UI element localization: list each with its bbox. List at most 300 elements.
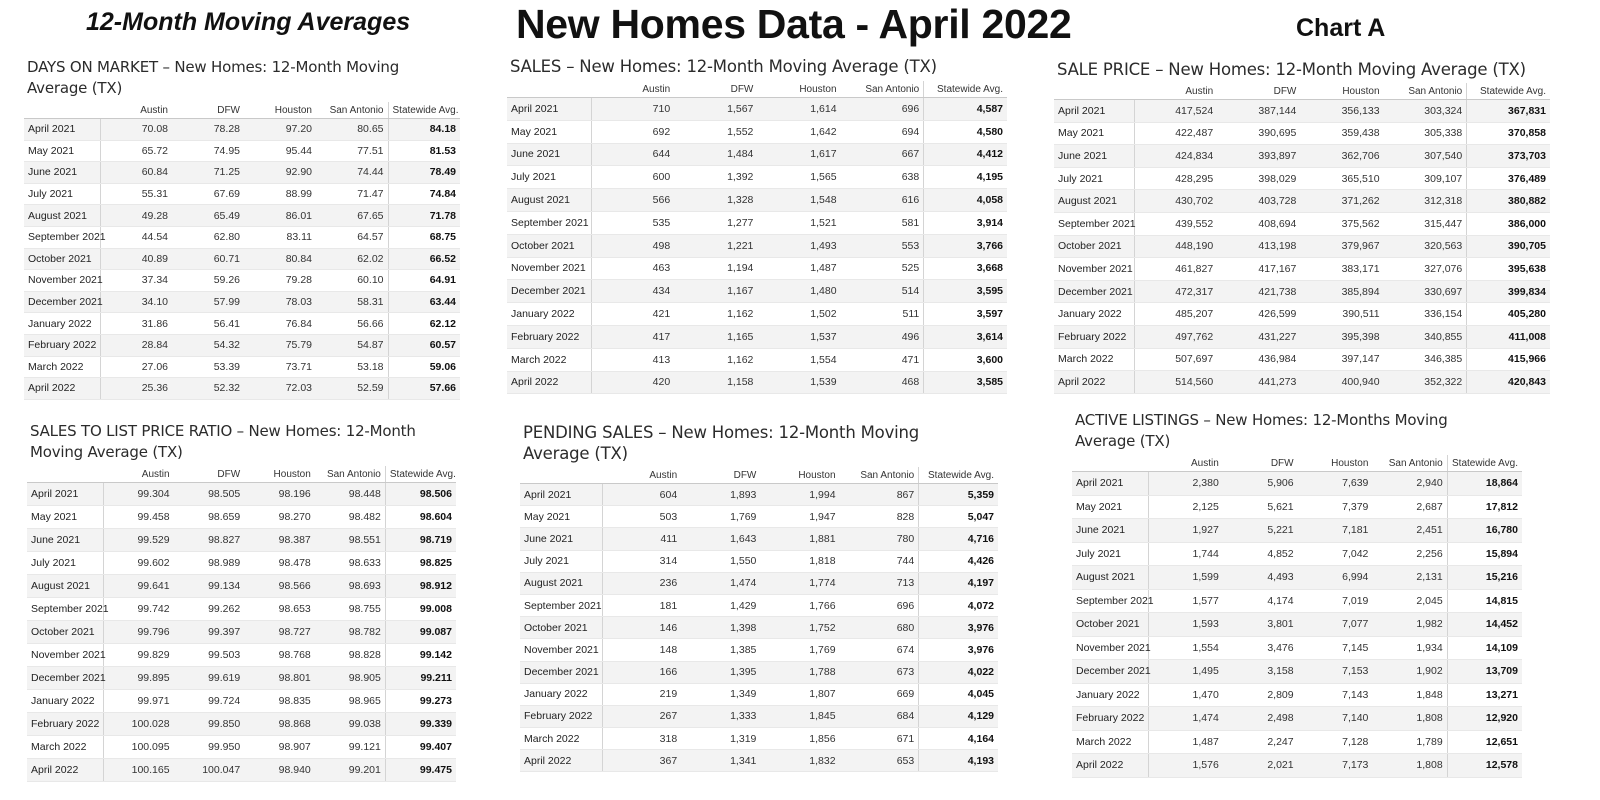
header-row xyxy=(24,102,460,119)
row-label: March 2022 xyxy=(507,348,591,371)
value-cell: 52.32 xyxy=(172,378,244,400)
value-cell: 422,487 xyxy=(1134,122,1217,145)
statewide-cell: 4,426 xyxy=(919,550,998,572)
table-row xyxy=(507,166,1007,189)
value-cell: 1,893 xyxy=(681,484,760,506)
table-row xyxy=(1072,636,1522,660)
table-row xyxy=(27,759,456,782)
statewide-cell: 57.66 xyxy=(388,378,460,400)
table-row xyxy=(27,552,456,575)
value-cell: 1,947 xyxy=(760,506,839,528)
value-cell: 1,385 xyxy=(681,639,760,661)
value-cell: 744 xyxy=(840,550,919,572)
statewide-cell: 367,831 xyxy=(1467,100,1550,123)
value-cell: 4,493 xyxy=(1223,566,1298,590)
value-cell: 4,174 xyxy=(1223,589,1298,613)
column-header: Austin xyxy=(591,81,674,98)
row-label: December 2021 xyxy=(27,667,103,690)
statewide-cell: 68.75 xyxy=(388,226,460,248)
value-cell: 166 xyxy=(602,661,681,683)
table-row xyxy=(1072,589,1522,613)
value-cell: 75.79 xyxy=(244,334,316,356)
value-cell: 5,621 xyxy=(1223,495,1298,519)
row-label: November 2021 xyxy=(27,644,103,667)
header-row xyxy=(520,467,998,484)
value-cell: 98.868 xyxy=(244,713,315,736)
table-row xyxy=(1072,519,1522,543)
panel-title: PENDING SALES – New Homes: 12-Month Moving Average (TX) xyxy=(523,423,920,463)
value-cell: 98.693 xyxy=(315,575,386,598)
value-cell: 436,984 xyxy=(1217,348,1300,371)
row-label: May 2021 xyxy=(520,506,602,528)
statewide-cell: 399,834 xyxy=(1467,280,1550,303)
row-label: March 2022 xyxy=(520,728,602,750)
value-cell: 5,906 xyxy=(1223,472,1298,496)
table-row xyxy=(1054,348,1550,371)
value-cell: 1,818 xyxy=(760,550,839,572)
value-cell: 644 xyxy=(591,143,674,166)
value-cell: 417 xyxy=(591,325,674,348)
value-cell: 7,379 xyxy=(1298,495,1373,519)
value-cell: 80.84 xyxy=(244,248,316,270)
table-row xyxy=(27,690,456,713)
row-label: May 2021 xyxy=(24,140,100,162)
value-cell: 31.86 xyxy=(100,313,172,335)
table-row xyxy=(507,143,1007,166)
table-row xyxy=(1054,258,1550,281)
value-cell: 696 xyxy=(841,98,924,121)
value-cell: 1,392 xyxy=(674,166,757,189)
value-cell: 303,324 xyxy=(1384,100,1467,123)
value-cell: 71.47 xyxy=(316,183,388,205)
value-cell: 638 xyxy=(841,166,924,189)
value-cell: 99.724 xyxy=(174,690,245,713)
value-cell: 7,153 xyxy=(1298,660,1373,684)
value-cell: 7,077 xyxy=(1298,613,1373,637)
value-cell: 428,295 xyxy=(1134,167,1217,190)
column-header: Statewide Avg. xyxy=(924,81,1007,98)
value-cell: 37.34 xyxy=(100,270,172,292)
row-label: July 2021 xyxy=(1072,542,1148,566)
value-cell: 7,140 xyxy=(1298,707,1373,731)
value-cell: 327,076 xyxy=(1384,258,1467,281)
value-cell: 1,550 xyxy=(681,550,760,572)
left-header: 12-Month Moving Averages xyxy=(86,8,411,36)
row-label: July 2021 xyxy=(27,552,103,575)
header-row xyxy=(27,466,456,483)
value-cell: 780 xyxy=(840,528,919,550)
column-header: Houston xyxy=(760,467,839,484)
value-cell: 1,221 xyxy=(674,234,757,257)
row-label: December 2021 xyxy=(1072,660,1148,684)
value-cell: 471 xyxy=(841,348,924,371)
value-cell: 1,487 xyxy=(757,257,840,280)
value-cell: 2,451 xyxy=(1372,519,1447,543)
row-label: October 2021 xyxy=(1072,613,1148,637)
table-row xyxy=(1054,325,1550,348)
table-row xyxy=(520,617,998,639)
value-cell: 553 xyxy=(841,234,924,257)
value-cell: 315,447 xyxy=(1384,212,1467,235)
table-row xyxy=(27,644,456,667)
sale-price-table xyxy=(1054,83,1550,394)
statewide-cell: 4,022 xyxy=(919,661,998,683)
value-cell: 2,125 xyxy=(1148,495,1223,519)
statewide-cell: 4,580 xyxy=(924,120,1007,143)
row-label: May 2021 xyxy=(1054,122,1134,145)
value-cell: 383,171 xyxy=(1300,258,1383,281)
table-row xyxy=(27,713,456,736)
value-cell: 7,173 xyxy=(1298,754,1373,778)
statewide-cell: 3,766 xyxy=(924,234,1007,257)
row-label: September 2021 xyxy=(1072,589,1148,613)
value-cell: 1,539 xyxy=(757,371,840,394)
row-label: April 2021 xyxy=(24,119,100,141)
value-cell: 497,762 xyxy=(1134,325,1217,348)
value-cell: 98.905 xyxy=(315,667,386,690)
value-cell: 1,333 xyxy=(681,705,760,727)
table-row xyxy=(507,303,1007,326)
statewide-cell: 62.12 xyxy=(388,313,460,335)
value-cell: 99.134 xyxy=(174,575,245,598)
value-cell: 1,934 xyxy=(1372,636,1447,660)
active-listings-table xyxy=(1072,455,1522,778)
value-cell: 1,554 xyxy=(1148,636,1223,660)
column-header: San Antonio xyxy=(841,81,924,98)
statewide-cell: 59.06 xyxy=(388,356,460,378)
value-cell: 98.965 xyxy=(315,690,386,713)
value-cell: 511 xyxy=(841,303,924,326)
statewide-cell: 12,578 xyxy=(1447,754,1522,778)
value-cell: 867 xyxy=(840,484,919,506)
table-row xyxy=(27,506,456,529)
row-label: January 2022 xyxy=(507,303,591,326)
statewide-cell: 98.604 xyxy=(385,506,456,529)
table-row xyxy=(1054,145,1550,168)
value-cell: 387,144 xyxy=(1217,100,1300,123)
value-cell: 2,498 xyxy=(1223,707,1298,731)
statewide-cell: 5,047 xyxy=(919,506,998,528)
statewide-cell: 13,271 xyxy=(1447,683,1522,707)
value-cell: 1,982 xyxy=(1372,613,1447,637)
row-label: April 2022 xyxy=(1054,371,1134,394)
statewide-cell: 18,864 xyxy=(1447,472,1522,496)
value-cell: 314 xyxy=(602,550,681,572)
statewide-cell: 17,812 xyxy=(1447,495,1522,519)
table-row xyxy=(1072,472,1522,496)
column-header: Statewide Avg. xyxy=(385,466,456,483)
value-cell: 27.06 xyxy=(100,356,172,378)
value-cell: 98.551 xyxy=(315,529,386,552)
value-cell: 98.387 xyxy=(244,529,315,552)
value-cell: 600 xyxy=(591,166,674,189)
value-cell: 400,940 xyxy=(1300,371,1383,394)
value-cell: 7,181 xyxy=(1298,519,1373,543)
value-cell: 393,897 xyxy=(1217,145,1300,168)
value-cell: 1,808 xyxy=(1372,754,1447,778)
statewide-cell: 4,058 xyxy=(924,189,1007,212)
value-cell: 514,560 xyxy=(1134,371,1217,394)
row-label: April 2022 xyxy=(24,378,100,400)
value-cell: 1,789 xyxy=(1372,730,1447,754)
row-label: March 2022 xyxy=(1054,348,1134,371)
value-cell: 3,158 xyxy=(1223,660,1298,684)
value-cell: 1,474 xyxy=(1148,707,1223,731)
value-cell: 674 xyxy=(840,639,919,661)
statewide-cell: 395,638 xyxy=(1467,258,1550,281)
table-row xyxy=(507,98,1007,121)
column-header: Austin xyxy=(100,102,172,119)
value-cell: 99.742 xyxy=(103,598,174,621)
statewide-cell: 3,668 xyxy=(924,257,1007,280)
panel-sale-price xyxy=(1054,59,1550,394)
value-cell: 434 xyxy=(591,280,674,303)
value-cell: 62.80 xyxy=(172,226,244,248)
value-cell: 54.87 xyxy=(316,334,388,356)
value-cell: 56.66 xyxy=(316,313,388,335)
row-label: February 2022 xyxy=(1054,325,1134,348)
corner-cell xyxy=(520,467,602,484)
value-cell: 1,832 xyxy=(760,750,839,772)
value-cell: 1,328 xyxy=(674,189,757,212)
value-cell: 98.270 xyxy=(244,506,315,529)
column-header: DFW xyxy=(1223,455,1298,472)
statewide-cell: 380,882 xyxy=(1467,190,1550,213)
row-label: January 2022 xyxy=(27,690,103,713)
statewide-cell: 4,045 xyxy=(919,683,998,705)
table-row xyxy=(520,484,998,506)
row-label: February 2022 xyxy=(507,325,591,348)
value-cell: 514 xyxy=(841,280,924,303)
statewide-cell: 14,452 xyxy=(1447,613,1522,637)
value-cell: 98.482 xyxy=(315,506,386,529)
table-row xyxy=(24,248,460,270)
value-cell: 1,642 xyxy=(757,120,840,143)
value-cell: 696 xyxy=(840,594,919,616)
statewide-cell: 3,585 xyxy=(924,371,1007,394)
row-label: January 2022 xyxy=(520,683,602,705)
table-row xyxy=(24,140,460,162)
value-cell: 408,694 xyxy=(1217,212,1300,235)
value-cell: 1,807 xyxy=(760,683,839,705)
table-row xyxy=(1072,683,1522,707)
value-cell: 98.827 xyxy=(174,529,245,552)
value-cell: 2,256 xyxy=(1372,542,1447,566)
value-cell: 60.84 xyxy=(100,162,172,184)
value-cell: 72.03 xyxy=(244,378,316,400)
table-row xyxy=(1054,371,1550,394)
value-cell: 307,540 xyxy=(1384,145,1467,168)
column-header: DFW xyxy=(1217,83,1300,100)
value-cell: 1,577 xyxy=(1148,589,1223,613)
column-header: Austin xyxy=(602,467,681,484)
value-cell: 398,029 xyxy=(1217,167,1300,190)
row-label: January 2022 xyxy=(24,313,100,335)
value-cell: 64.57 xyxy=(316,226,388,248)
value-cell: 417,524 xyxy=(1134,100,1217,123)
value-cell: 1,614 xyxy=(757,98,840,121)
value-cell: 99.397 xyxy=(174,621,245,644)
value-cell: 98.448 xyxy=(315,483,386,506)
value-cell: 507,697 xyxy=(1134,348,1217,371)
value-cell: 60.71 xyxy=(172,248,244,270)
table-row xyxy=(520,550,998,572)
value-cell: 468 xyxy=(841,371,924,394)
value-cell: 7,042 xyxy=(1298,542,1373,566)
value-cell: 448,190 xyxy=(1134,235,1217,258)
table-row xyxy=(1054,167,1550,190)
statewide-cell: 98.825 xyxy=(385,552,456,575)
value-cell: 1,548 xyxy=(757,189,840,212)
row-label: April 2021 xyxy=(520,484,602,506)
value-cell: 581 xyxy=(841,211,924,234)
value-cell: 1,502 xyxy=(757,303,840,326)
value-cell: 44.54 xyxy=(100,226,172,248)
table-row xyxy=(520,506,998,528)
statewide-cell: 66.52 xyxy=(388,248,460,270)
value-cell: 98.566 xyxy=(244,575,315,598)
value-cell: 1,487 xyxy=(1148,730,1223,754)
row-label: February 2022 xyxy=(520,705,602,727)
row-label: March 2022 xyxy=(1072,730,1148,754)
table-row xyxy=(1054,280,1550,303)
row-label: August 2021 xyxy=(507,189,591,212)
table-row xyxy=(1072,660,1522,684)
table-row xyxy=(520,683,998,705)
pending-sales-table xyxy=(520,467,998,772)
column-header: Statewide Avg. xyxy=(1467,83,1550,100)
row-label: November 2021 xyxy=(24,270,100,292)
row-label: March 2022 xyxy=(24,356,100,378)
statewide-cell: 4,072 xyxy=(919,594,998,616)
value-cell: 1,774 xyxy=(760,572,839,594)
value-cell: 99.503 xyxy=(174,644,245,667)
row-label: April 2021 xyxy=(1054,100,1134,123)
value-cell: 673 xyxy=(840,661,919,683)
value-cell: 1,474 xyxy=(681,572,760,594)
row-label: July 2021 xyxy=(520,550,602,572)
value-cell: 3,476 xyxy=(1223,636,1298,660)
value-cell: 1,769 xyxy=(760,639,839,661)
table-row xyxy=(1054,190,1550,213)
statewide-cell: 415,966 xyxy=(1467,348,1550,371)
value-cell: 2,940 xyxy=(1372,472,1447,496)
statewide-cell: 63.44 xyxy=(388,291,460,313)
table-row xyxy=(507,348,1007,371)
statewide-cell: 4,164 xyxy=(919,728,998,750)
table-row xyxy=(520,572,998,594)
statewide-cell: 4,195 xyxy=(924,166,1007,189)
value-cell: 99.829 xyxy=(103,644,174,667)
value-cell: 2,021 xyxy=(1223,754,1298,778)
value-cell: 385,894 xyxy=(1300,280,1383,303)
value-cell: 395,398 xyxy=(1300,325,1383,348)
value-cell: 99.971 xyxy=(103,690,174,713)
value-cell: 1,994 xyxy=(760,484,839,506)
value-cell: 463 xyxy=(591,257,674,280)
statewide-cell: 15,894 xyxy=(1447,542,1522,566)
value-cell: 99.850 xyxy=(174,713,245,736)
value-cell: 55.31 xyxy=(100,183,172,205)
value-cell: 2,131 xyxy=(1372,566,1447,590)
value-cell: 70.08 xyxy=(100,119,172,141)
row-label: September 2021 xyxy=(24,226,100,248)
value-cell: 267 xyxy=(602,705,681,727)
value-cell: 2,045 xyxy=(1372,589,1447,613)
value-cell: 28.84 xyxy=(100,334,172,356)
row-label: August 2021 xyxy=(1072,566,1148,590)
row-label: October 2021 xyxy=(520,617,602,639)
table-row xyxy=(24,205,460,227)
value-cell: 74.95 xyxy=(172,140,244,162)
statewide-cell: 12,920 xyxy=(1447,707,1522,731)
row-label: October 2021 xyxy=(27,621,103,644)
value-cell: 1,537 xyxy=(757,325,840,348)
statewide-cell: 78.49 xyxy=(388,162,460,184)
table-row xyxy=(1072,754,1522,778)
table-row xyxy=(1054,212,1550,235)
statewide-cell: 14,815 xyxy=(1447,589,1522,613)
table-row xyxy=(507,120,1007,143)
table-row xyxy=(1072,613,1522,637)
value-cell: 1,744 xyxy=(1148,542,1223,566)
statewide-cell: 3,976 xyxy=(919,639,998,661)
statewide-cell: 4,193 xyxy=(919,750,998,772)
value-cell: 431,227 xyxy=(1217,325,1300,348)
value-cell: 77.51 xyxy=(316,140,388,162)
value-cell: 1,808 xyxy=(1372,707,1447,731)
value-cell: 1,484 xyxy=(674,143,757,166)
table-row xyxy=(27,598,456,621)
row-label: April 2022 xyxy=(27,759,103,782)
row-label: April 2021 xyxy=(27,483,103,506)
table-row xyxy=(24,162,460,184)
value-cell: 1,495 xyxy=(1148,660,1223,684)
value-cell: 99.458 xyxy=(103,506,174,529)
value-cell: 58.31 xyxy=(316,291,388,313)
value-cell: 312,318 xyxy=(1384,190,1467,213)
column-header: Houston xyxy=(1298,455,1373,472)
row-label: December 2021 xyxy=(1054,280,1134,303)
header-row xyxy=(507,81,1007,98)
value-cell: 88.99 xyxy=(244,183,316,205)
table-row xyxy=(1054,122,1550,145)
table-row xyxy=(507,189,1007,212)
value-cell: 430,702 xyxy=(1134,190,1217,213)
value-cell: 1,856 xyxy=(760,728,839,750)
corner-cell xyxy=(24,102,100,119)
value-cell: 330,697 xyxy=(1384,280,1467,303)
table-row xyxy=(24,119,460,141)
row-label: November 2021 xyxy=(1054,258,1134,281)
value-cell: 496 xyxy=(841,325,924,348)
row-label: December 2021 xyxy=(507,280,591,303)
table-row xyxy=(24,378,460,400)
statewide-cell: 4,587 xyxy=(924,98,1007,121)
value-cell: 98.801 xyxy=(244,667,315,690)
value-cell: 362,706 xyxy=(1300,145,1383,168)
row-label: March 2022 xyxy=(27,736,103,759)
value-cell: 653 xyxy=(840,750,919,772)
table-row xyxy=(520,639,998,661)
statewide-cell: 98.506 xyxy=(385,483,456,506)
table-row xyxy=(1072,542,1522,566)
statewide-cell: 12,651 xyxy=(1447,730,1522,754)
row-label: June 2021 xyxy=(1054,145,1134,168)
value-cell: 95.44 xyxy=(244,140,316,162)
value-cell: 67.69 xyxy=(172,183,244,205)
value-cell: 54.32 xyxy=(172,334,244,356)
